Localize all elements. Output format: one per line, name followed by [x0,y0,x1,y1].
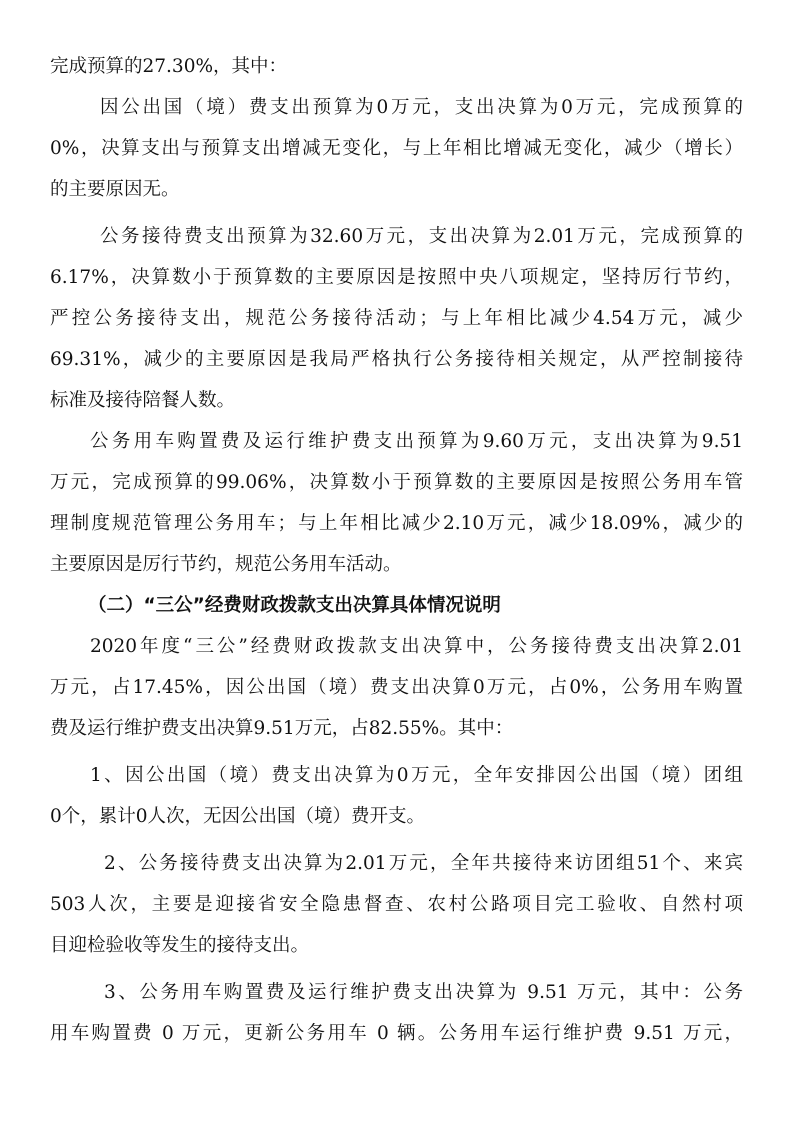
text-line: 目迎检验收等发生的接待支出。 [50,935,310,956]
text-line: 0%，决算支出与预算支出增减无变化，与上年相比增减无变化，减少（增长） [50,138,743,159]
text-line: 0个，累计0人次，无因公出国（境）费开支。 [50,806,426,827]
text-line: 因公出国（境）费支出预算为0万元，支出决算为0万元，完成预算的 [100,97,743,118]
text-line: 3、公务用车购置费及运行维护费支出决算为 9.51 万元，其中：公务 [104,982,743,1003]
text-line: 69.31%，减少的主要原因是我局严格执行公务接待相关规定，从严控制接待 [50,349,743,370]
text-line: 的主要原因无。 [50,179,180,200]
text-line: 费及运行维护费支出决算9.51万元，占82.55%。其中： [50,718,514,739]
text-line: 完成预算的27.30%，其中： [50,56,288,77]
text-line: 2020年度“三公”经费财政拨款支出决算中，公务接待费支出决算2.01 [90,636,743,657]
text-line: 万元，占17.45%，因公出国（境）费支出决算0万元，占0%，公务用车购置 [50,677,743,698]
text-line: 万元，完成预算的99.06%，决算数小于预算数的主要原因是按照公务用车管 [50,472,743,493]
text-line: 2、公务接待费支出决算为2.01万元，全年共接待来访团组51个、来宾 [104,853,743,874]
text-line: 理制度规范管理公务用车；与上年相比减少2.10万元，减少18.09%，减少的 [50,513,743,534]
text-line: 公务接待费支出预算为32.60万元，支出决算为2.01万元，完成预算的 [100,226,743,247]
text-line: 公务用车购置费及运行维护费支出预算为9.60万元，支出决算为9.51 [90,431,743,452]
text-line: 主要原因是厉行节约，规范公务用车活动。 [50,554,402,575]
section-heading: （二）“三公”经费财政拨款支出决算具体情况说明 [88,595,501,616]
text-line: 503人次，主要是迎接省安全隐患督查、农村公路项目完工验收、自然村项 [50,894,743,915]
text-line: 1、因公出国（境）费支出决算为0万元，全年安排因公出国（境）团组 [90,765,743,786]
text-line: 标准及接待陪餐人数。 [50,390,236,411]
text-line: 严控公务接待支出，规范公务接待活动；与上年相比减少4.54万元，减少 [50,308,743,329]
text-line: 用车购置费 0 万元，更新公务用车 0 辆。公务用车运行维护费 9.51 万元， [50,1023,743,1044]
text-line: 6.17%，决算数小于预算数的主要原因是按照中央八项规定，坚持厉行节约， [50,267,743,288]
